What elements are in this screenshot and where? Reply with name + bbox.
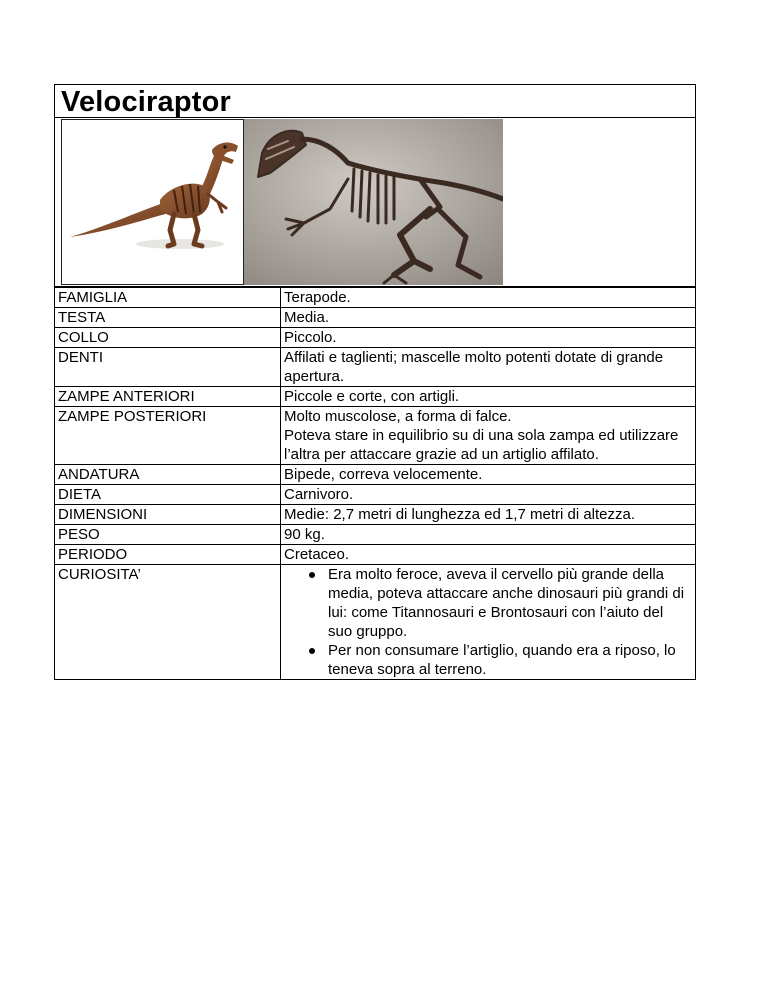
raptor-skeleton-icon [244,119,503,285]
row-value [281,288,696,308]
value-text: Terapode. [284,289,351,306]
value-text: Affilati e taglienti; mascelle molto potenti dotate di grande apertura. [284,349,664,385]
row-label: PESO [55,525,281,545]
table-row [55,505,696,525]
table-row [55,348,696,387]
row-value [281,407,696,465]
row-label: PERIODO [55,545,281,565]
row-label: DIETA [55,485,281,505]
bullet-icon [309,648,315,654]
row-label: ANDATURA [55,465,281,485]
bullet-text: Era molto feroce, aveva il cervello più grande della media, poteva attaccare anche dinosauri più grandi di lui: come Titannosauri e Brontosauri con l’aiuto del suo gruppo. [328,566,685,640]
image-row [54,118,696,287]
table-row [55,387,696,407]
table-row [55,288,696,308]
row-value [281,465,696,485]
value-text: Cretaceo. [284,546,350,563]
row-value [281,545,696,565]
table-row [55,407,696,465]
row-value [281,565,696,680]
value-text: Piccolo. [284,329,337,346]
list-item [328,565,692,641]
value-text: Molto muscolose, a forma di falce. [284,408,512,425]
row-value [281,485,696,505]
value-text-extra: Poteva stare in equilibrio su di una sola zampa ed utilizzare l’altra per attaccare grazie ad un artiglio affilato. [284,427,679,463]
fact-sheet [54,84,696,680]
table-row [55,565,696,680]
row-value [281,308,696,328]
bullet-icon [309,572,315,578]
row-label: ZAMPE ANTERIORI [55,387,281,407]
table-row [55,485,696,505]
row-value [281,505,696,525]
value-text: Carnivoro. [284,486,354,503]
bullet-text: Per non consumare l’artiglio, quando era a riposo, lo teneva sopra al terreno. [328,642,676,678]
row-label: CURIOSITA’ [55,565,281,680]
value-text: Piccole e corte, con artigli. [284,388,460,405]
row-label: FAMIGLIA [55,288,281,308]
table-row [55,465,696,485]
row-label: TESTA [55,308,281,328]
list-item [328,641,692,679]
raptor-figurine-image [61,119,244,285]
table-row [55,545,696,565]
row-value [281,387,696,407]
table-row [55,328,696,348]
table-row [55,525,696,545]
value-text: 90 kg. [284,526,325,543]
value-text: Media. [284,309,330,326]
facts-table [54,287,696,680]
value-text: Medie: 2,7 metri di lunghezza ed 1,7 metri di altezza. [284,506,636,523]
table-row [55,308,696,328]
row-value [281,525,696,545]
curiosity-list [284,565,692,679]
row-label: DIMENSIONI [55,505,281,525]
raptor-skeleton-image [244,119,503,285]
row-label: ZAMPE POSTERIORI [55,407,281,465]
row-value [281,348,696,387]
row-value [281,328,696,348]
row-label: COLLO [55,328,281,348]
row-label: DENTI [55,348,281,387]
page-title: Velociraptor [54,84,696,118]
raptor-figurine-icon [62,120,243,284]
value-text: Bipede, correva velocemente. [284,466,483,483]
